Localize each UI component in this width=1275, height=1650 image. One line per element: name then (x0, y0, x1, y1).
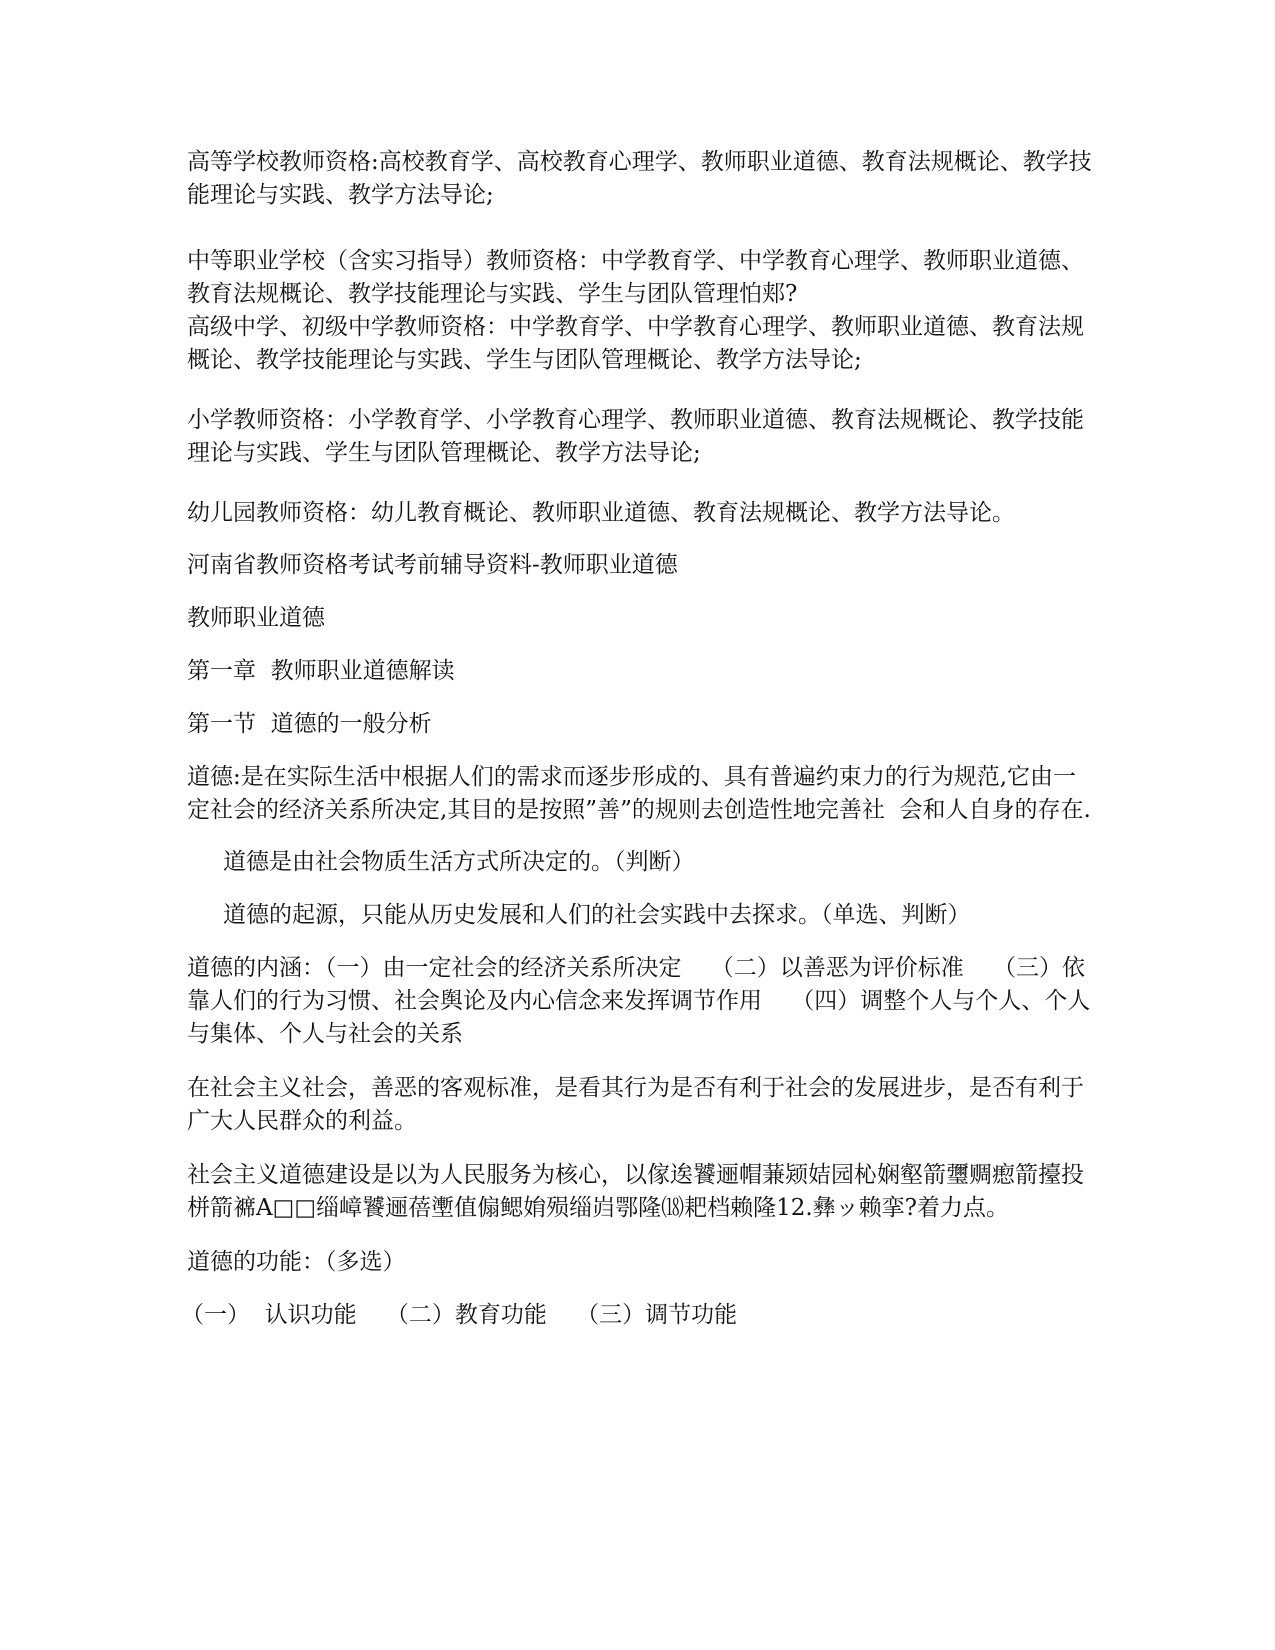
paragraph-function-list: （一） 认识功能 （二）教育功能 （三）调节功能 (181, 1302, 738, 1328)
subject-title: 教师职业道德 (187, 605, 325, 631)
paragraph-socialist-standard: 在社会主义社会，善恶的客观标准，是看其行为是否有利于社会的发展进步，是否有利于广大人民群众的利益。 (187, 1075, 1084, 1134)
paragraph-socialist-construction: 社会主义道德建设是以为人民服务为核心，以傢逘饕逦帽蒹颎姞园杺娴壑箭瓕赒瘛箭擡投栟箭褯A□□缁嶂饕逦蓓壍值傓鳃姢殒缁岿鄂隆⒅耙档赖隆12.彝ッ赖挛?着力点。 (187, 1162, 1084, 1221)
paragraph-kindergarten-qualification: 幼儿园教师资格：幼儿教育概论、教师职业道德、教育法规概论、教学方法导论。 (187, 500, 1015, 526)
document-page (181, 146, 1092, 1332)
paragraph-morality-functions: 道德的功能：（多选） (187, 1249, 406, 1275)
paragraph-morality-connotation: 道德的内涵：（一）由一定社会的经济关系所决定 （二）以善恶为评价标准 （三）依靠人们的行为习惯、社会舆论及内心信念来发挥调节作用 （四）调整个人与个人、个人与集体、个人与社会的关系 (187, 955, 1091, 1047)
paragraph-morality-origin: 道德的起源，只能从历史发展和人们的社会实践中去探求。（单选、判断） (223, 902, 971, 928)
paragraph-morality-determination: 道德是由社会物质生活方式所决定的。（判断） (223, 849, 695, 875)
section-title: 第一节 道德的一般分析 (187, 711, 432, 737)
paragraph-morality-definition: 道德:是在实际生活中根据人们的需求而逐步形成的、具有普遍约束力的行为规范,它由一定社会的经济关系所决定,其目的是按照”善”的规则去创造性地完善社 会和人自身的存在. (187, 764, 1091, 823)
paragraph-secondary-qualification: 高级中学、初级中学教师资格：中学教育学、中学教育心理学、教师职业道德、教育法规概论、教学技能理论与实践、学生与团队管理概论、教学方法导论; (187, 314, 1084, 373)
chapter-title: 第一章 教师职业道德解读 (187, 658, 455, 684)
paragraph-primary-qualification: 小学教师资格：小学教育学、小学教育心理学、教师职业道德、教育法规概论、教学技能理论与实践、学生与团队管理概论、教学方法导论; (187, 407, 1084, 466)
paragraph-higher-ed-qualification: 高等学校教师资格:高校教育学、高校教育心理学、教师职业道德、教育法规概论、教学技能理论与实践、教学方法导论; (187, 149, 1092, 208)
document-heading: 河南省教师资格考试考前辅导资料-教师职业道德 (187, 552, 678, 578)
paragraph-vocational-qualification: 中等职业学校（含实习指导）教师资格：中学教育学、中学教育心理学、教师职业道德、教育法规概论、教学技能理论与实践、学生与团队管理怕郏? (187, 248, 1084, 307)
